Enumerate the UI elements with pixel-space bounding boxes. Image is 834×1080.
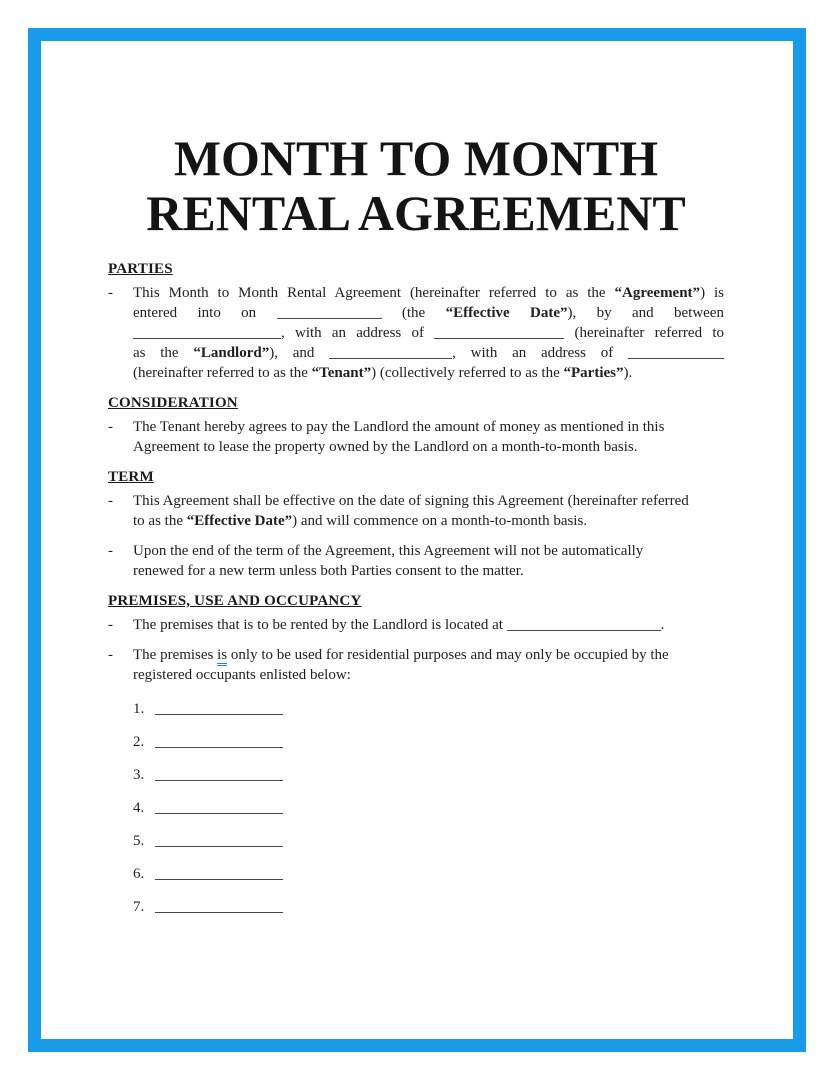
fill-in-blank bbox=[133, 326, 281, 339]
text-line bbox=[133, 363, 724, 383]
occupant-row bbox=[133, 798, 724, 818]
text-run: “Agreement” bbox=[614, 285, 701, 301]
bullet-dash: - bbox=[108, 647, 113, 663]
text-line bbox=[133, 645, 724, 665]
paragraph-term-renewal bbox=[133, 541, 724, 581]
occupant-row bbox=[133, 699, 724, 719]
occupant-row bbox=[133, 864, 724, 884]
text-run: ) is bbox=[700, 285, 725, 301]
text-run: Upon the end of the term of the Agreement, this Agreement will not be automatically bbox=[133, 543, 644, 559]
paragraph-premises-use bbox=[133, 645, 724, 685]
document-title bbox=[108, 131, 724, 241]
fill-in-blank bbox=[155, 801, 283, 814]
bullet-item bbox=[108, 417, 724, 457]
text-run: only to be used for residential purposes and may only be occupied by the bbox=[227, 647, 669, 663]
text-run: “Landlord” bbox=[193, 345, 270, 361]
fill-in-blank bbox=[155, 900, 283, 913]
section-heading-consideration: CONSIDERATION bbox=[108, 395, 238, 411]
title-line-1: MONTH TO MONTH bbox=[173, 130, 659, 186]
bullet-dash: - bbox=[108, 419, 113, 435]
text-line bbox=[133, 615, 724, 635]
fill-in-blank bbox=[628, 346, 724, 359]
occupant-number: 4. bbox=[133, 800, 145, 816]
occupant-number: 5. bbox=[133, 833, 145, 849]
text-run: “Effective Date” bbox=[445, 305, 568, 321]
occupant-row bbox=[133, 765, 724, 785]
fill-in-blank bbox=[155, 834, 283, 847]
text-run: , with an address of bbox=[452, 345, 628, 361]
fill-in-blank bbox=[329, 346, 452, 359]
text-line bbox=[133, 437, 724, 457]
fill-in-blank bbox=[155, 867, 283, 880]
text-line bbox=[133, 511, 724, 531]
text-run: This Agreement shall be effective on the date of signing this Agreement (hereinafter referred bbox=[133, 493, 689, 509]
fill-in-blank bbox=[277, 306, 382, 319]
occupant-number: 2. bbox=[133, 734, 145, 750]
section-heading-premises: PREMISES, USE AND OCCUPANCY bbox=[108, 593, 362, 609]
bullet-item bbox=[108, 283, 724, 383]
occupant-row bbox=[133, 732, 724, 752]
text-run: renewed for a new term unless both Parties consent to the matter. bbox=[133, 563, 524, 579]
paragraph-parties bbox=[133, 283, 724, 383]
fill-in-blank bbox=[155, 735, 283, 748]
text-run: The premises that is to be rented by the Landlord is located at bbox=[133, 617, 507, 633]
section-parties bbox=[108, 259, 724, 383]
bullet-item bbox=[108, 615, 724, 635]
text-line bbox=[133, 417, 724, 437]
text-line bbox=[133, 561, 724, 581]
title-line-2: RENTAL AGREEMENT bbox=[146, 185, 686, 241]
text-run: “Effective Date” bbox=[186, 513, 293, 529]
bullet-dash: - bbox=[108, 543, 113, 559]
bullet-item bbox=[108, 541, 724, 581]
text-run: “Parties” bbox=[563, 365, 624, 381]
text-run: . bbox=[660, 617, 665, 633]
text-line bbox=[133, 541, 724, 561]
text-run: , with an address of bbox=[281, 325, 435, 341]
text-run: Agreement to lease the property owned by the Landlord on a month-to-month basis. bbox=[133, 439, 638, 455]
bullet-item bbox=[108, 645, 724, 685]
document-body bbox=[41, 41, 793, 1039]
fill-in-blank bbox=[434, 326, 564, 339]
paragraph-premises-location bbox=[133, 615, 724, 635]
text-run: is bbox=[217, 647, 227, 666]
text-line bbox=[133, 343, 724, 363]
text-run: (the bbox=[381, 305, 446, 321]
text-run: ) (collectively referred to as the bbox=[371, 365, 564, 381]
occupant-list bbox=[133, 699, 724, 917]
paragraph-consideration bbox=[133, 417, 724, 457]
bullet-dash: - bbox=[108, 285, 113, 301]
occupant-number: 7. bbox=[133, 899, 145, 915]
text-run: (hereinafter referred to bbox=[564, 325, 724, 341]
text-line bbox=[133, 665, 724, 685]
text-run: The Tenant hereby agrees to pay the Landlord the amount of money as mentioned in this bbox=[133, 419, 665, 435]
text-run: “Tenant” bbox=[311, 365, 372, 381]
text-run: This Month to Month Rental Agreement (hereinafter referred to as the bbox=[133, 285, 615, 301]
text-run: entered into on bbox=[133, 305, 277, 321]
section-heading-parties: PARTIES bbox=[108, 261, 173, 277]
text-run: ), by and between bbox=[567, 305, 724, 321]
text-line bbox=[133, 283, 724, 303]
text-run: registered occupants enlisted below: bbox=[133, 667, 351, 683]
occupant-row bbox=[133, 897, 724, 917]
text-run: as the bbox=[133, 345, 194, 361]
text-run: ). bbox=[623, 365, 633, 381]
occupant-number: 1. bbox=[133, 701, 145, 717]
text-run: (hereinafter referred to as the bbox=[133, 365, 312, 381]
text-run: ), and bbox=[269, 345, 330, 361]
section-consideration bbox=[108, 393, 724, 457]
occupant-number: 3. bbox=[133, 767, 145, 783]
text-run: ) and will commence on a month-to-month basis. bbox=[292, 513, 588, 529]
fill-in-blank bbox=[155, 768, 283, 781]
occupant-row bbox=[133, 831, 724, 851]
text-line bbox=[133, 303, 724, 323]
fill-in-blank bbox=[155, 702, 283, 715]
text-line bbox=[133, 491, 724, 511]
section-premises bbox=[108, 591, 724, 917]
bullet-dash: - bbox=[108, 493, 113, 509]
section-term bbox=[108, 467, 724, 581]
bullet-dash: - bbox=[108, 617, 113, 633]
text-line bbox=[133, 323, 724, 343]
text-run: to as the bbox=[133, 513, 187, 529]
paragraph-term-effective bbox=[133, 491, 724, 531]
occupant-number: 6. bbox=[133, 866, 145, 882]
bullet-item bbox=[108, 491, 724, 531]
section-heading-term: TERM bbox=[108, 469, 154, 485]
text-run: The premises bbox=[133, 647, 218, 663]
fill-in-blank bbox=[507, 618, 661, 631]
